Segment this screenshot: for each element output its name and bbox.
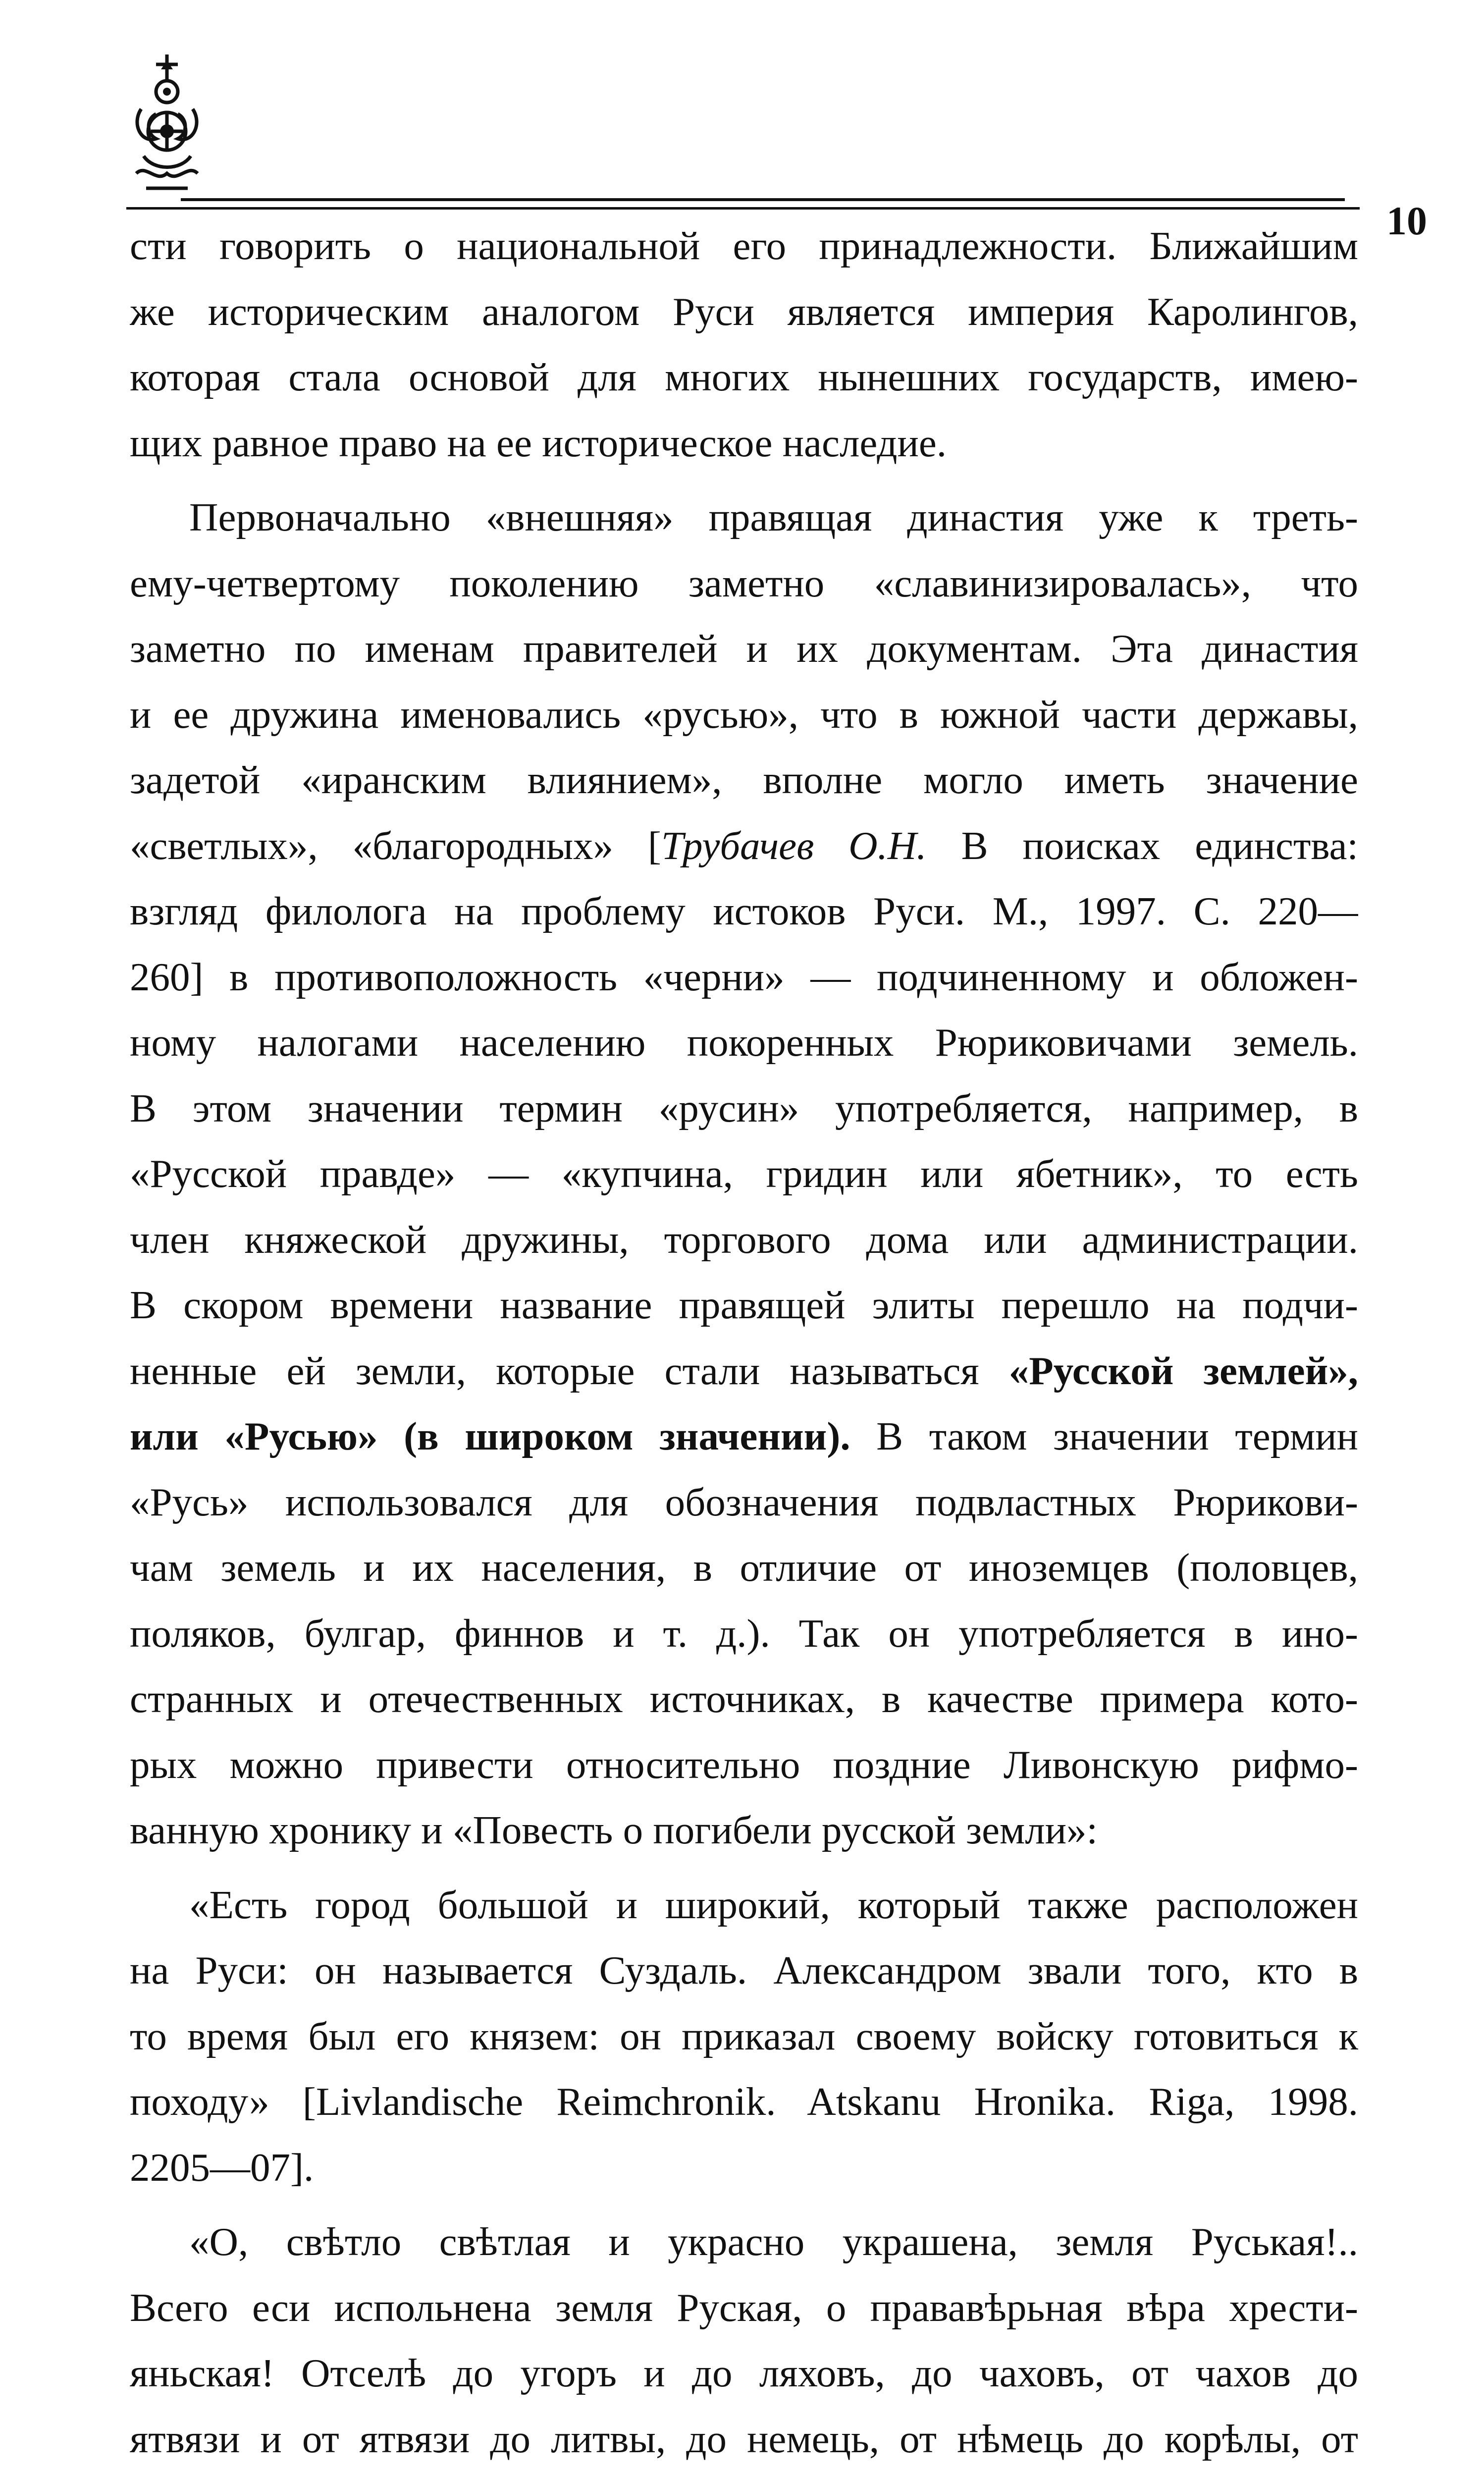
text-line <box>130 813 1358 879</box>
text-line: ванную хронику и «Повесть о погибели русской земли»: <box>130 1808 1098 1852</box>
text-run: В скором времени название правящей элиты перешло на подчи- <box>130 1283 1358 1327</box>
text-line: Первоначально «внешняя» правящая династия уже к треть- <box>189 495 1358 539</box>
text-run: ненные ей земли, которые стали называться <box>130 1348 1009 1393</box>
bold-term: «Русской землей», <box>1008 1348 1358 1393</box>
heraldic-ornament-icon <box>126 50 208 208</box>
quotation <box>130 2209 1358 2477</box>
text-line: «О, свѣтло свѣтлая и украсно украшена, земля Руськая!.. <box>189 2219 1358 2264</box>
text-line: 260] в противоположность «черни» — подчиненному и обложен- <box>130 954 1358 999</box>
text-line: же историческим аналогом Руси является империя Каролингов, <box>130 289 1358 334</box>
text-line: щих равное право на ее историческое наследие. <box>130 420 947 465</box>
text-line <box>130 1403 1358 1469</box>
text-line: яньская! Отселѣ до угоръ и до ляховъ, до чаховъ, от чахов до <box>130 2351 1358 2395</box>
text-line: которая стала основой для многих нынешних государств, имею- <box>130 355 1358 399</box>
page-number: 10 <box>1379 201 1434 241</box>
text-line: 2205—07]. <box>130 2145 314 2190</box>
text-line: и ее дружина именовались «русью», что в южной части державы, <box>130 692 1358 737</box>
text-line: ному налогами населению покоренных Рюриковичами земель. <box>130 1020 1358 1065</box>
citation-author: Трубачев О.Н. <box>661 823 927 868</box>
text-line: сти говорить о национальной его принадлежности. Ближайшим <box>130 223 1358 268</box>
text-line <box>130 1338 1358 1404</box>
bold-term: или «Русью» (в широком значении). <box>130 1414 850 1458</box>
page-header <box>126 50 1427 243</box>
text-line: рых можно привести относительно поздние Ливонскую рифмо- <box>130 1742 1358 1787</box>
text-line: ему-четвертому поколению заметно «славинизировалась», что <box>130 560 1358 605</box>
quotation <box>130 1872 1358 2201</box>
text-line: ятвязи и от ятвязи до литвы, до немець, от нѣмець до корѣлы, от <box>130 2416 1358 2461</box>
text-line: то время был его князем: он приказал своему войску готовиться к <box>130 2013 1358 2058</box>
text-line: «Русь» использовался для обозначения подвластных Рюрикови- <box>130 1479 1358 1524</box>
text-line: походу» [Livlandische Reimchronik. Atskanu Hronika. Riga, 1998. <box>130 2079 1358 2124</box>
paragraph <box>130 485 1358 1863</box>
text-line: заметно по именам правителей и их документам. Эта династия <box>130 626 1358 671</box>
text-line: В этом значении термин «русин» употребляется, например, в <box>130 1085 1358 1131</box>
text-line: «Русской правде» — «купчина, гридин или ябетник», то есть <box>130 1151 1358 1196</box>
text-run: «светлых», «благородных» [ <box>130 823 661 868</box>
text-line: поляков, булгар, финнов и т. д.). Так он употребляется в ино- <box>130 1611 1358 1656</box>
text-line: Всего еси испольнена земля Руская, о прававѣрьная вѣра хрести- <box>130 2285 1358 2330</box>
paragraph <box>130 213 1358 476</box>
text-run: В таком значении термин <box>850 1414 1358 1458</box>
header-rule-top <box>181 198 1345 201</box>
text-line: член княжеской дружины, торгового дома или администрации. <box>130 1217 1358 1262</box>
text-line <box>130 1272 1358 1338</box>
text-line: чам земель и их населения, в отличие от иноземцев (половцев, <box>130 1545 1358 1590</box>
header-rule-bottom <box>126 207 1360 210</box>
text-run: В поисках единства: <box>926 823 1358 868</box>
text-line: задетой «иранским влиянием», вполне могло иметь значение <box>130 757 1358 802</box>
text-line: «Есть город большой и широкий, который также расположен <box>189 1882 1358 1927</box>
text-line: на Руси: он называется Суздаль. Александром звали того, кто в <box>130 1948 1358 1992</box>
text-body <box>130 213 1358 2477</box>
text-line: странных и отечественных источниках, в качестве примера кото- <box>130 1676 1358 1721</box>
text-line: взгляд филолога на проблему истоков Руси. М., 1997. С. 220— <box>130 889 1358 933</box>
text-line <box>130 2472 1358 2477</box>
